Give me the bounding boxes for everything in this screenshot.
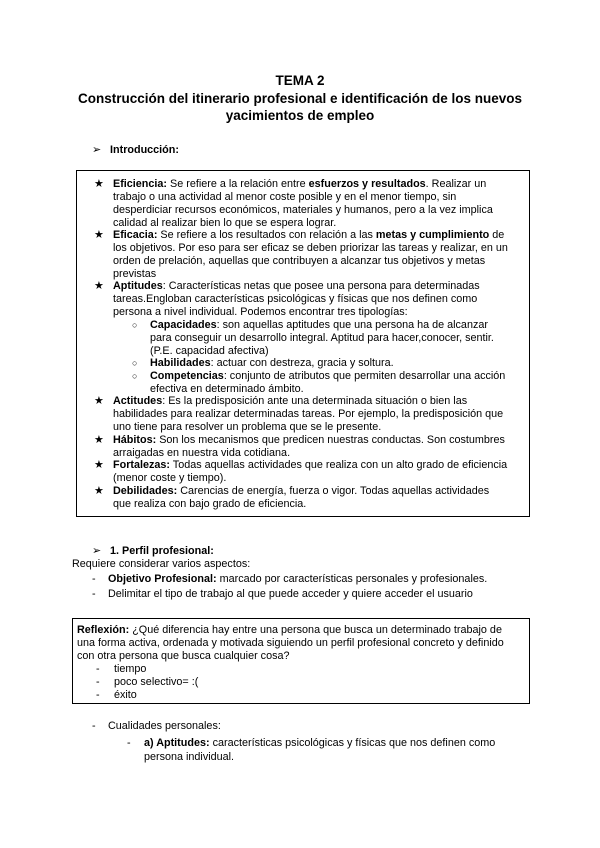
circle-bullet-icon: ○: [132, 358, 138, 368]
eficiencia-line1: Eficiencia: Se refiere a la relación entre esfuerzos y resultados. Realizar un: [113, 178, 487, 190]
cualidades-aptitudes-line2: persona individual.: [144, 751, 235, 763]
reflexion-answer: poco selectivo= :(: [114, 676, 199, 688]
star-bullet-icon: ★: [94, 280, 104, 292]
arrow-bullet-icon: ➢: [92, 144, 102, 156]
debilidades-line2: que realiza con bajo grado de eficiencia.: [113, 498, 307, 510]
perfil-intro: Requiere considerar varios aspectos:: [72, 558, 251, 570]
intro-heading: Introducción:: [110, 144, 179, 156]
page-title: Construcción del itinerario profesional e identificación de los nuevos: [77, 91, 523, 106]
eficacia-line1: Eficacia: Se refiere a los resultados con relación a las metas y cumplimiento de: [113, 229, 505, 241]
star-bullet-icon: ★: [94, 395, 104, 407]
competencias-line2: efectiva en determinado ámbito.: [150, 383, 304, 395]
eficacia-line3: orden de prelación, aquellas que contribuyen a alcanzar tus objetivos y metas: [113, 255, 486, 267]
actitudes-line1: Actitudes: Es la predisposición ante una determinada situación o bien las: [113, 395, 468, 407]
dash-bullet-icon: -: [92, 720, 96, 732]
tema-number: TEMA 2: [275, 73, 325, 88]
eficacia-line4: previstas: [113, 268, 157, 280]
circle-bullet-icon: ○: [132, 371, 138, 381]
dash-bullet-icon: -: [92, 588, 96, 600]
perfil-item-objetivo: Objetivo Profesional: marcado por características personales y profesionales.: [108, 573, 488, 585]
eficiencia-line2: trabajo o una actividad al menor coste posible y en el menor tiempo, sin: [113, 191, 457, 203]
star-bullet-icon: ★: [94, 434, 104, 446]
actitudes-line3: uno tiene para resolver un problema que se le presente.: [113, 421, 382, 433]
dash-bullet-icon: -: [96, 689, 100, 701]
capacidades-line3: (P.E. capacidad afectiva): [150, 345, 269, 357]
debilidades-line1: Debilidades: Carencias de energía, fuerza o vigor. Todas aquellas actividades: [113, 485, 490, 497]
aptitudes-line3: persona a nivel individual. Podemos encontrar tres tipologías:: [113, 306, 408, 318]
star-bullet-icon: ★: [94, 178, 104, 190]
arrow-bullet-icon: ➢: [92, 545, 102, 557]
eficiencia-line3: desperdiciar recursos económicos, materiales y humanos, pero a la vez implica: [113, 204, 493, 216]
habitos-line2: arraigadas en nuestra vida cotidiana.: [113, 447, 291, 459]
capacidades-line2: para conseguir un desarrollo integral. Aptitud para hacer,conocer, sentir.: [150, 332, 494, 344]
eficiencia-line4: calidad al realizar bien lo que se espera lograr.: [113, 217, 337, 229]
aptitudes-line2: tareas.Engloban características psicológicas y físicas que nos definen como: [113, 293, 478, 305]
competencias-line1: Competencias: conjunto de atributos que permiten desarrollar una acción: [150, 370, 506, 382]
page-title-line2: yacimientos de empleo: [225, 108, 375, 123]
dash-bullet-icon: -: [127, 737, 131, 749]
reflexion-line3: con otra persona que busca cualquier cosa?: [77, 650, 290, 662]
fortalezas-line2: (menor coste y tiempo).: [113, 472, 227, 484]
reflexion-line2: una forma activa, ordenada y motivada siguiendo un perfil profesional concreto y definido: [77, 637, 504, 649]
cualidades-heading: Cualidades personales:: [108, 720, 221, 732]
eficacia-line2: los objetivos. Por eso para ser eficaz se deben priorizar las tareas y realizar, en un: [113, 242, 508, 254]
reflexion-answer: tiempo: [114, 663, 147, 675]
star-bullet-icon: ★: [94, 459, 104, 471]
dash-bullet-icon: -: [96, 663, 100, 675]
perfil-item-delimitar: Delimitar el tipo de trabajo al que puede acceder y quiere acceder el usuario: [108, 588, 473, 600]
capacidades-line1: Capacidades: son aquellas aptitudes que una persona ha de alcanzar: [150, 319, 488, 331]
habilidades-line1: Habilidades: actuar con destreza, gracia y soltura.: [150, 357, 394, 369]
dash-bullet-icon: -: [96, 676, 100, 688]
cualidades-aptitudes-line1: a) Aptitudes: características psicológicas y físicas que nos definen como: [144, 737, 496, 749]
reflexion-answer: éxito: [114, 689, 137, 701]
actitudes-line2: habilidades para realizar determinadas tareas. Por ejemplo, la predisposición que: [113, 408, 504, 420]
perfil-heading: 1. Perfil profesional:: [110, 545, 214, 557]
reflexion-line1: Reflexión: ¿Qué diferencia hay entre una persona que busca un determinado trabajo de: [77, 624, 502, 636]
star-bullet-icon: ★: [94, 229, 104, 241]
dash-bullet-icon: -: [92, 573, 96, 585]
habitos-line1: Hábitos: Son los mecanismos que predicen nuestras conductas. Son costumbres: [113, 434, 505, 446]
star-bullet-icon: ★: [94, 485, 104, 497]
circle-bullet-icon: ○: [132, 320, 138, 330]
aptitudes-line1: Aptitudes: Características netas que posee una persona para determinadas: [113, 280, 480, 292]
fortalezas-line1: Fortalezas: Todas aquellas actividades que realiza con un alto grado de eficiencia: [113, 459, 508, 471]
